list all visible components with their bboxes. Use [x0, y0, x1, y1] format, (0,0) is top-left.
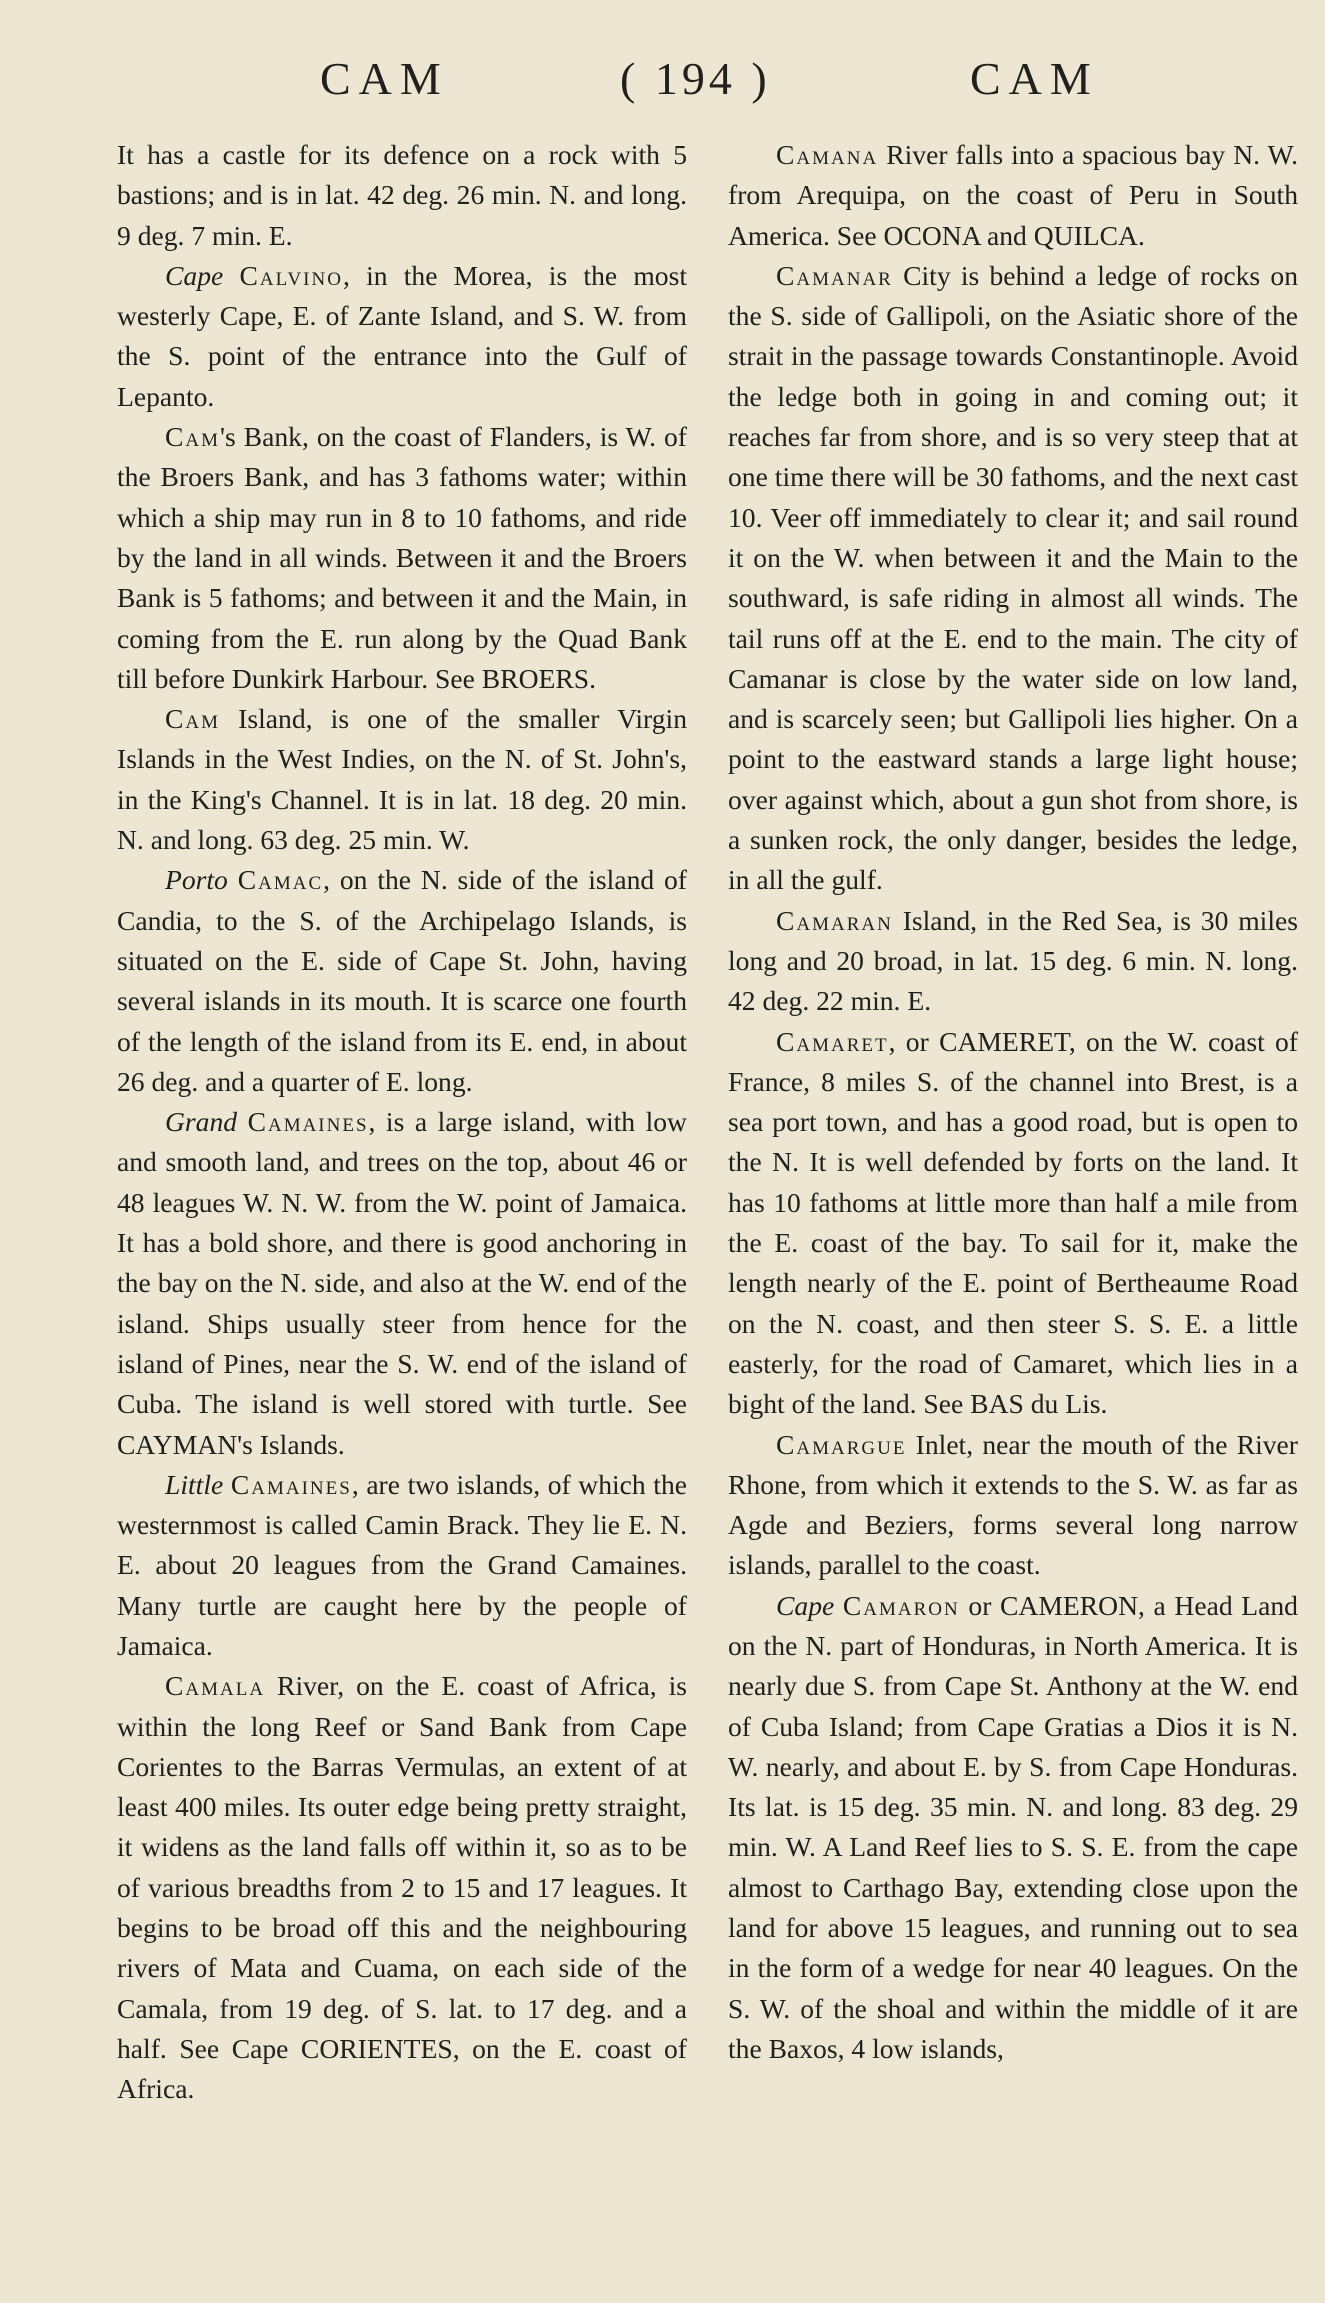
right-column: [728, 135, 1298, 2069]
entry-headword: Camaines: [230, 1468, 352, 1500]
dictionary-entry: [117, 860, 687, 1102]
entry-headword: Camac: [237, 864, 324, 896]
entry-prefix: Little: [165, 1468, 224, 1500]
entry-prefix: Grand: [165, 1106, 238, 1138]
dictionary-entry: [728, 135, 1298, 256]
entry-text: Island, is one of the smaller Virgin Islands in the West Indies, on the N. of St. John's, in the King's Channel. It is in lat. 18 deg. 20 min. N. and long. 63 deg. 25 min. W.: [117, 703, 687, 856]
dictionary-entry: [728, 256, 1298, 901]
entry-text: Inlet, near the mouth of the River Rhone, from which it extends to the S. W. as far as Agde and Beziers, forms several long narrow islands, parallel to the coast.: [728, 1428, 1298, 1581]
entry-headword: Camargue: [776, 1428, 907, 1460]
entry-text: River falls into a spacious bay N. W. from Arequipa, on the coast of Peru in South America. See OCONA and QUILCA.: [728, 139, 1298, 251]
dictionary-entry: [117, 1465, 687, 1666]
running-header: [150, 52, 1210, 112]
entry-text: Island, in the Red Sea, is 30 miles long and 20 broad, in lat. 15 deg. 6 min. N. long. 42 deg. 22 min. E.: [728, 904, 1298, 1017]
dictionary-entry: [117, 256, 687, 417]
entry-prefix: Cape: [165, 259, 224, 291]
entry-text: , are two islands, of which the westernmost is called Camin Brack. They lie E. N. E. about 20 leagues from the Grand Camaines. Many turtle are caught here by the people of Jamaica.: [117, 1468, 687, 1661]
entry-headword: Camaron: [842, 1589, 960, 1621]
entry-headword: Camaran: [776, 904, 893, 936]
entry-text: or CAMERON, a Head Land on the N. part of Honduras, in North America. It is nearly due S. from Cape St. Anthony at the W. end of Cuba Island; from Cape Gratias a Dios it is N. W. nearly, and about E. by S. from Cape Honduras. Its lat. is 15 deg. 35 min. N. and long. 83 deg. 29 min. W. A Land Reef lies to S. S. E. from the cape almost to Carthago Bay, extending close upon the land for above 15 leagues, and running out to sea in the form of a wedge for near 40 leagues. On the S. W. of the shoal and within the middle of it are the Baxos, 4 low islands,: [728, 1589, 1298, 2064]
entry-text: , in the Morea, is the most westerly Cape, E. of Zante Island, and S. W. from the S. point of the entrance into the Gulf of Lepanto.: [117, 259, 687, 412]
entry-prefix: Porto: [165, 864, 228, 896]
entry-prefix: Cape: [776, 1589, 835, 1621]
left-column: [117, 135, 687, 2110]
entry-text: It has a castle for its defence on a rock with 5 bastions; and is in lat. 42 deg. 26 min. N. and long. 9 deg. 7 min. E.: [117, 139, 687, 251]
entry-headword: Camana: [776, 139, 879, 170]
dictionary-entry: [117, 1666, 687, 2109]
entry-text: , is a large island, with low and smooth land, and trees on the top, about 46 or 48 leagues W. N. W. from the W. point of Jamaica. It has a bold shore, and there is good anchoring in the bay on the N. side, and also at the W. end of the island. Ships usually steer from hence for the island of Pines, near the S. W. end of the island of Cuba. The island is well stored with turtle. See CAYMAN's Islands.: [117, 1106, 687, 1460]
dictionary-entry: [117, 1102, 687, 1465]
entry-headword: Camaines: [247, 1106, 369, 1138]
dictionary-entry: [117, 135, 687, 256]
entry-text: River, on the E. coast of Africa, is within the long Reef or Sand Bank from Cape Corientes to the Barras Vermulas, an extent of at least 400 miles. Its outer edge being pretty straight, it widens as the land falls off within it, so as to be of various breadths from 2 to 15 and 17 leagues. It begins to be broad off this and the neighbouring rivers of Mata and Cuama, on each side of the Camala, from 19 deg. of S. lat. to 17 deg. and a half. See Cape CORIENTES, on the E. coast of Africa.: [117, 1670, 687, 2105]
dictionary-entry: [728, 1425, 1298, 1586]
header-right-word: CAM: [970, 53, 1099, 104]
entry-headword: Cam: [165, 703, 221, 735]
entry-text: , on the N. side of the island of Candia, to the S. of the Archipelago Islands, is situated on the E. side of Cape St. John, having several islands in its mouth. It is scarce one fourth of the length of the island from its E. end, in about 26 deg. and a quarter of E. long.: [117, 864, 687, 1097]
entry-headword: Camanar: [776, 259, 893, 291]
entry-headword: Camaret: [776, 1025, 889, 1057]
entry-text: , or CAMERET, on the W. coast of France, 8 miles S. of the channel into Brest, is a sea port town, and has a good road, but is open to the N. It is well defended by forts on the land. It has 10 fathoms at little more than half a mile from the E. coast of the bay. To sail for it, make the length nearly of the E. point of Bertheaume Road on the N. coast, and then steer S. S. E. a little easterly, for the road of Camaret, which lies in a bight of the land. See BAS du Lis.: [728, 1025, 1298, 1420]
dictionary-entry: [728, 1586, 1298, 2070]
page-number: ( 194 ): [620, 53, 771, 104]
header-left-word: CAM: [320, 53, 449, 104]
entry-text: 's Bank, on the coast of Flanders, is W. of the Broers Bank, and has 3 fathoms water; within which a ship may run in 8 to 10 fathoms, and ride by the land in all winds. Between it and the Broers Bank is 5 fathoms; and between it and the Main, in coming from the E. run along by the Quad Bank till before Dunkirk Harbour. See BROERS.: [117, 421, 687, 694]
entry-headword: Cam: [165, 421, 221, 453]
entry-headword: Camala: [165, 1670, 266, 1702]
dictionary-entry: [117, 417, 687, 699]
dictionary-entry: [728, 1022, 1298, 1425]
entry-headword: Calvino: [239, 259, 343, 291]
dictionary-entry: [728, 901, 1298, 1022]
dictionary-entry: [117, 699, 687, 860]
entry-text: City is behind a ledge of rocks on the S. side of Gallipoli, on the Asiatic shore of the strait in the passage towards Constantinople. Avoid the ledge both in going in and coming out; it reaches far from shore, and is so very steep that at one time there will be 30 fathoms, and the next cast 10. Veer off immediately to clear it; and sail round it on the W. when between it and the Main to the southward, is safe riding in almost all winds. The tail runs off at the E. end to the main. The city of Camanar is close by the water side on low land, and is scarcely seen; but Gallipoli lies higher. On a point to the eastward stands a large light house; over against which, about a gun shot from shore, is a sunken rock, the only danger, besides the ledge, in all the gulf.: [728, 259, 1298, 896]
